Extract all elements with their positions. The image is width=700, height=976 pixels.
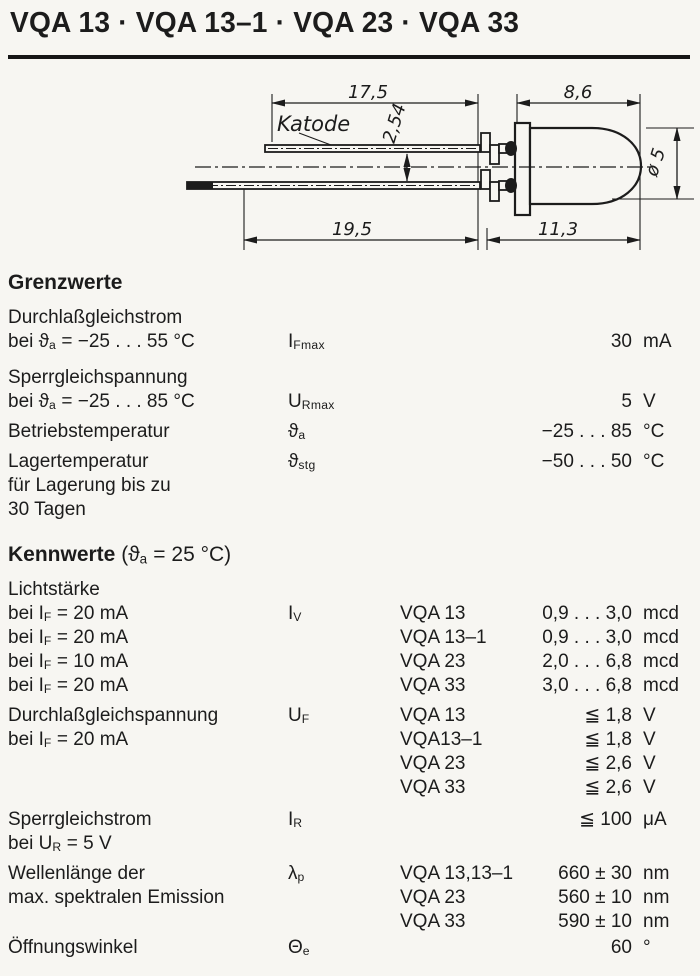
spec-row: [0, 420, 700, 444]
spec-value: ≦ 100: [579, 809, 632, 830]
spec-type: VQA 23: [400, 753, 466, 774]
page-title: VQA 13 · VQA 13–1 · VQA 23 · VQA 33: [10, 7, 520, 39]
weld-joint: [505, 141, 517, 156]
spec-type: VQA 23: [400, 651, 466, 672]
title-rule: [8, 55, 690, 59]
spec-label: Sperrgleichstrom: [8, 809, 152, 830]
spec-symbol: $ϑ_{stg}$: [288, 451, 316, 473]
spec-type: VQA 33: [400, 911, 466, 932]
spec-label: bei $I_F = 20$ mA: [8, 603, 129, 625]
spec-value: 590 ± 10: [558, 911, 632, 932]
led-package-drawing: [0, 78, 700, 260]
spec-label: max. spektralen Emission: [8, 887, 225, 908]
spec-type: VQA 13: [400, 705, 466, 726]
spec-symbol: $I_V$: [288, 603, 302, 625]
spec-value: 30: [610, 331, 632, 352]
spec-value: 5: [621, 391, 632, 412]
spec-unit: V: [643, 729, 656, 750]
dim-label-11-3: 11,3: [537, 219, 579, 240]
spec-unit: nm: [643, 863, 670, 884]
spec-unit: °C: [643, 421, 665, 442]
spec-unit: mcd: [643, 651, 679, 672]
spec-row: [0, 936, 700, 960]
spec-value: 2,0 . . . 6,8: [542, 651, 632, 672]
kennwerte-section: [0, 542, 700, 960]
spec-type: VQA 33: [400, 675, 466, 696]
spec-type: VQA 13: [400, 603, 466, 624]
spec-row: [0, 450, 700, 474]
spec-label: Durchlaßgleichstrom: [8, 307, 183, 328]
spec-label: 30 Tagen: [8, 499, 86, 520]
spec-symbol: $I_{Fmax}$: [288, 331, 325, 353]
spec-type: VQA13–1: [400, 729, 483, 750]
dim-label-17-5: 17,5: [347, 82, 389, 103]
spec-unit: mcd: [643, 627, 679, 648]
spec-row: [0, 650, 700, 674]
spec-unit: °C: [643, 451, 665, 472]
spec-unit: mcd: [643, 675, 679, 696]
spec-value: 60: [610, 937, 632, 958]
spec-type: VQA 33: [400, 777, 466, 798]
spec-symbol: $I_R$: [288, 809, 303, 831]
lead-crimp: [490, 182, 499, 201]
spec-label: bei $I_F = 20$ mA: [8, 729, 129, 751]
spec-label: Sperrgleichspannung: [8, 367, 188, 388]
spec-label: Durchlaßgleichspannung: [8, 705, 219, 726]
spec-unit: V: [643, 753, 656, 774]
spec-unit: V: [643, 391, 656, 412]
spec-row: [0, 776, 700, 800]
spec-unit: nm: [643, 911, 670, 932]
spec-label: bei $ϑ_a = -25$ . . . 55 °C: [8, 331, 195, 353]
spec-row: [0, 886, 700, 910]
spec-row: [0, 808, 700, 832]
lead-crimp: [490, 145, 499, 164]
spec-unit: V: [643, 705, 656, 726]
spec-label: für Lagerung bis zu: [8, 475, 171, 496]
spec-type: VQA 13,13–1: [400, 863, 514, 884]
dim-label-2-54: 2,54: [378, 101, 411, 146]
spec-unit: V: [643, 777, 656, 798]
spec-row: [0, 602, 700, 626]
spec-type: VQA 13–1: [400, 627, 487, 648]
spec-value: ≦ 1,8: [584, 705, 632, 726]
spec-type: VQA 23: [400, 887, 466, 908]
kennwerte-heading: Kennwerte ($ϑ_a = 25$ °C): [8, 543, 232, 567]
spec-value: ≦ 1,8: [584, 729, 632, 750]
spec-label: bei $U_R = 5$ V: [8, 833, 112, 855]
spec-row: [0, 728, 700, 752]
spec-value: 660 ± 30: [558, 863, 632, 884]
spec-symbol: $U_{Rmax}$: [288, 391, 335, 413]
lead-crimp: [481, 170, 490, 189]
spec-label: Betriebstemperatur: [8, 421, 170, 442]
spec-symbol: $ϑ_a$: [288, 421, 306, 443]
spec-row: [0, 306, 700, 330]
weld-joint: [505, 178, 517, 193]
spec-unit: mA: [643, 331, 672, 352]
spec-row: [0, 626, 700, 650]
grenzwerte-heading: Grenzwerte: [8, 271, 123, 294]
spec-row: [0, 498, 700, 522]
dim-label-8-6: 8,6: [563, 82, 593, 103]
spec-row: [0, 704, 700, 728]
spec-label: bei $I_F = 10$ mA: [8, 651, 129, 673]
spec-row: [0, 862, 700, 886]
spec-row: [0, 674, 700, 698]
dim-label-19-5: 19,5: [331, 219, 373, 240]
spec-symbol: $\lambda_p$: [288, 863, 305, 885]
spec-unit: μA: [643, 809, 667, 830]
lead-crimp: [481, 133, 490, 152]
spec-unit: mcd: [643, 603, 679, 624]
spec-value: −25 . . . 85: [541, 421, 632, 442]
spec-row: [0, 366, 700, 390]
grenzwerte-section: [0, 270, 700, 522]
spec-row: [0, 330, 700, 354]
spec-row: [0, 832, 700, 856]
spec-label: bei $I_F = 20$ mA: [8, 627, 129, 649]
spec-unit: nm: [643, 887, 670, 908]
spec-unit: °: [643, 937, 651, 958]
spec-row: [0, 474, 700, 498]
spec-label: Wellenlänge der: [8, 863, 145, 884]
spec-value: −50 . . . 50: [541, 451, 632, 472]
spec-symbol: $U_F$: [288, 705, 310, 727]
spec-label: bei $I_F = 20$ mA: [8, 675, 129, 697]
spec-value: 3,0 . . . 6,8: [542, 675, 632, 696]
spec-value: 0,9 . . . 3,0: [542, 603, 632, 624]
spec-label: bei $ϑ_a = -25$ . . . 85 °C: [8, 391, 195, 413]
led-body: [530, 128, 641, 204]
katode-label: Katode: [277, 112, 351, 136]
spec-symbol: $\Theta_e$: [288, 937, 310, 959]
spec-row: [0, 390, 700, 414]
spec-label: Lagertemperatur: [8, 451, 149, 472]
dim-label-diameter: ø 5: [641, 145, 671, 179]
spec-row: [0, 752, 700, 776]
led-flange: [515, 123, 530, 215]
spec-value: 0,9 . . . 3,0: [542, 627, 632, 648]
spec-row: [0, 910, 700, 934]
spec-row: [0, 578, 700, 602]
spec-label: Öffnungswinkel: [8, 937, 138, 958]
spec-value: ≦ 2,6: [584, 777, 632, 798]
spec-value: ≦ 2,6: [584, 753, 632, 774]
spec-label: Lichtstärke: [8, 579, 100, 600]
spec-value: 560 ± 10: [558, 887, 632, 908]
